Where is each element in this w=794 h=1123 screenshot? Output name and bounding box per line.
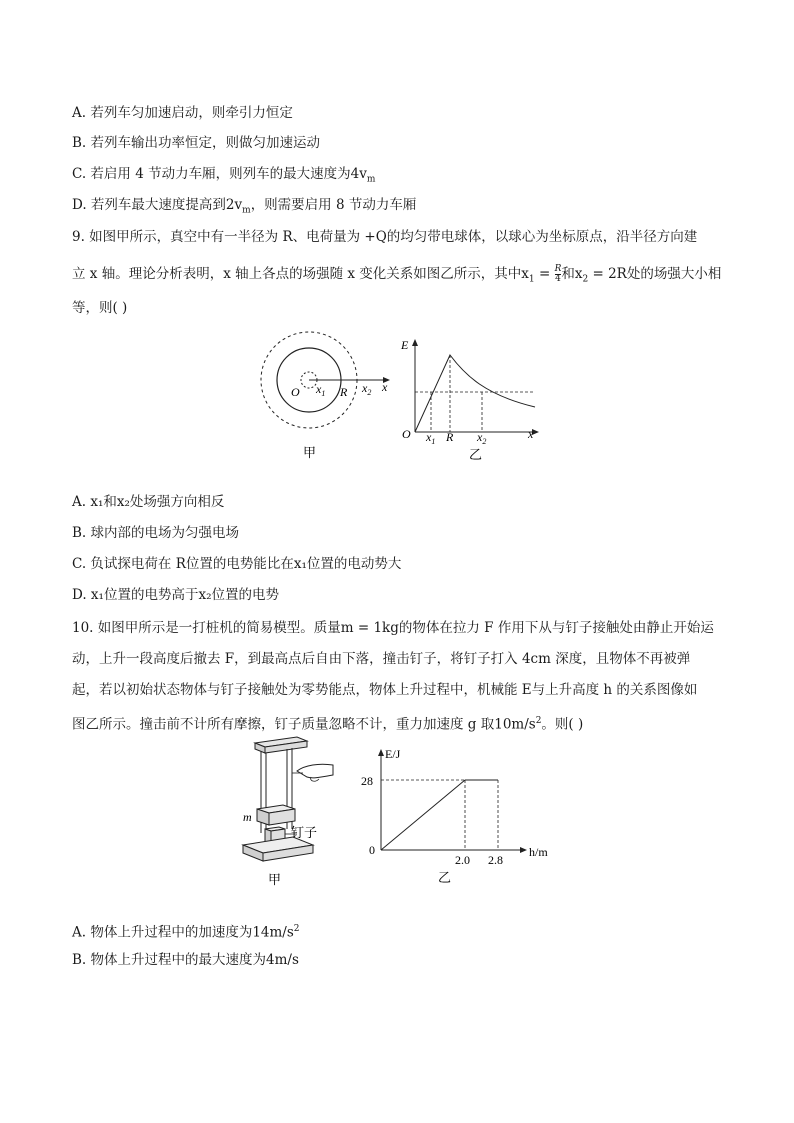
q10-stem-line2: 动，上升一段高度后撤去 F，到最高点后自由下落，撞击钉子，将钉子打入 4cm 深度，且物体不再被弹 <box>72 651 691 667</box>
q9-option-d: D. x₁位置的电势高于x₂位置的电势 <box>72 587 279 603</box>
q10-figure-yi <box>355 740 555 888</box>
q10-yi-caption: 乙 <box>438 870 452 885</box>
q9-yi-caption: 乙 <box>469 447 483 462</box>
svg-text:x: x <box>382 380 388 394</box>
q10-yi-tick-28: 28 <box>361 774 373 788</box>
q9-stem-line1: 9. 如图甲所示，真空中有一半径为 R、电荷量为 +Q的均匀带电球体，以球心为坐标原点，沿半径方向建 <box>72 229 698 245</box>
q9-jia-origin-label: O <box>291 385 300 399</box>
q9-figure-yi <box>395 335 545 463</box>
q10-yi-xlabel: h/m <box>529 845 548 859</box>
q10-yi-tick-2-0: 2.0 <box>455 853 470 867</box>
q9-stem-line2: 立 x 轴。理论分析表明，x 轴上各点的场强随 x 变化关系如图乙所示，其中$x_1$ = $\frac{R}{4}$ 和$x_2 = 2R$处的场强大小相 <box>72 264 722 285</box>
svg-text:x2: $x_2$ <box>362 381 372 397</box>
q10-yi-ylabel: E/J <box>385 747 401 761</box>
q10-figure-jia <box>235 733 350 888</box>
q10-yi-tick-2-8: 2.8 <box>488 853 503 867</box>
q8-option-d: D. 若列车最大速度提高到$2v_m$，则需要启用 8 节动力车厢 <box>72 197 417 216</box>
q8-option-a: A. 若列车匀加速启动，则牵引力恒定 <box>72 105 293 121</box>
q10-stem-line4: 图乙所示。撞击前不计所有摩擦，钉子质量忽略不计，重力加速度 g 取$10m/s^2$。则( ) <box>72 716 584 733</box>
svg-text:x2: $x_2$ <box>477 430 487 446</box>
q9-jia-caption: 甲 <box>303 445 317 460</box>
q8-option-b: B. 若列车输出功率恒定，则做匀加速运动 <box>72 135 321 151</box>
q9-option-c: C. 负试探电荷在 R位置的电势能比在x₁位置的电动势大 <box>72 556 402 572</box>
q10-jia-nail-label: 钉子 <box>291 825 318 840</box>
svg-text:x1: $x_1$ <box>426 430 436 446</box>
q8-option-c: C. 若启用 4 节动力车厢，则列车的最大速度为$4v_m$ <box>72 166 376 185</box>
q10-jia-mass-label: m <box>243 810 252 824</box>
svg-text:R: R <box>446 430 454 444</box>
svg-text:x: x <box>528 427 534 441</box>
q10-yi-tick-0: 0 <box>369 843 375 857</box>
q9-figure-jia <box>250 330 400 460</box>
q10-jia-caption: 甲 <box>268 872 282 887</box>
svg-text:O: O <box>402 427 411 441</box>
q10-option-b: B. 物体上升过程中的最大速度为4m/s <box>72 952 299 968</box>
q9-stem-line3: 等，则( ) <box>72 300 128 316</box>
q10-option-a: A. 物体上升过程中的加速度为$14m/s^2$ <box>72 924 300 941</box>
q9-option-a: A. x₁和x₂处场强方向相反 <box>72 494 225 510</box>
svg-text:E: E <box>401 338 409 352</box>
q10-stem-line3: 起，若以初始状态物体与钉子接触处为零势能点，物体上升过程中，机械能 E与上升高度 h 的关系图像如 <box>72 682 698 698</box>
svg-text:x1: $x_1$ <box>316 382 326 398</box>
svg-text:R: R <box>340 385 348 399</box>
q10-stem-line1: 10. 如图甲所示是一打桩机的简易模型。质量m = 1kg的物体在拉力 F 作用下从与钉子接触处由静止开始运 <box>72 620 714 636</box>
q9-option-b: B. 球内部的电场为匀强电场 <box>72 525 240 541</box>
